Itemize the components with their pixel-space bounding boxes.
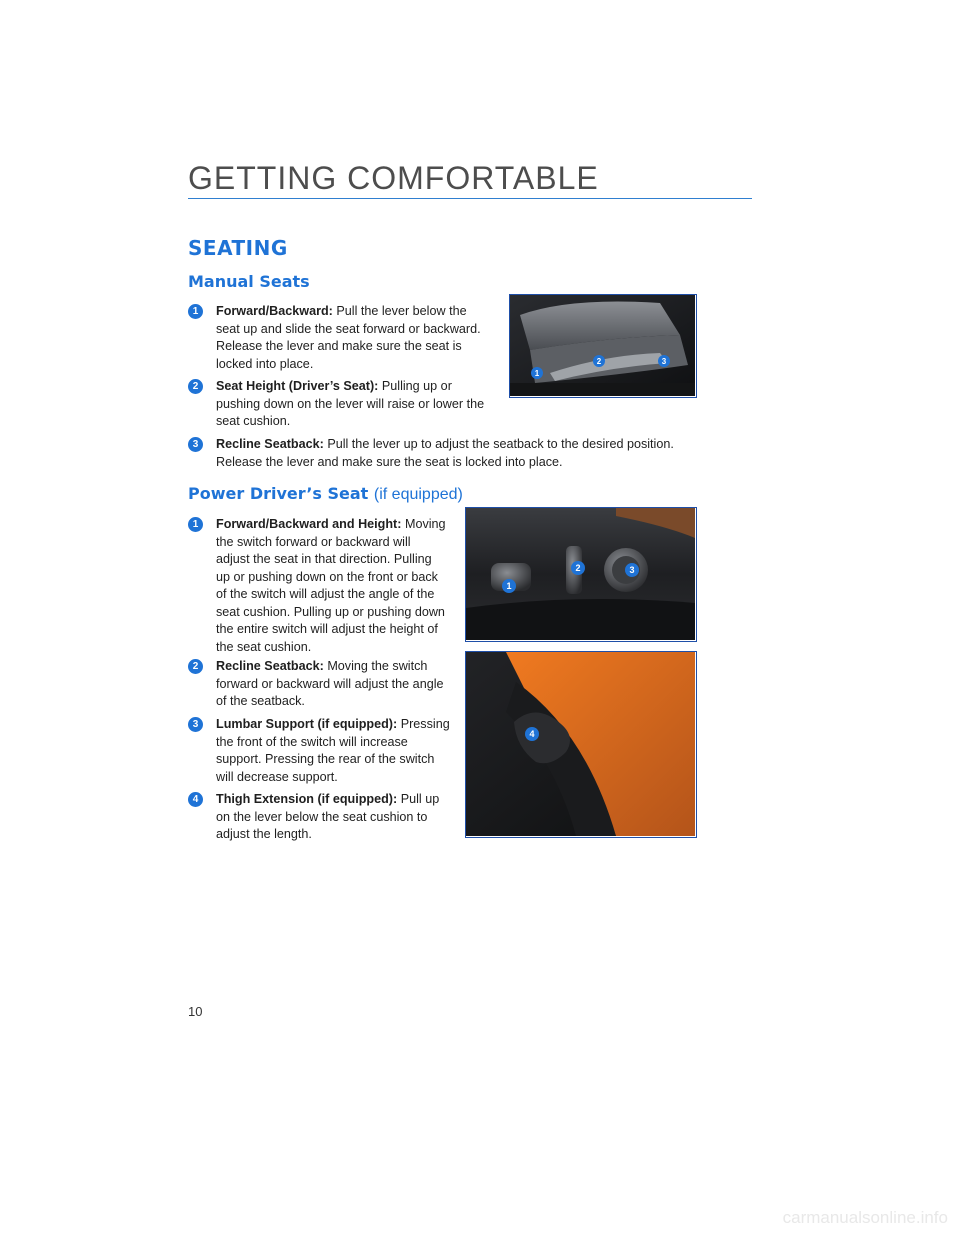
item-text-line: will decrease support. — [216, 769, 338, 784]
item-text-line: seat cushion. Pulling up or pushing down — [216, 604, 445, 619]
item-label: Recline Seatback: — [216, 437, 324, 451]
item-text-line: locked into place. — [216, 356, 314, 371]
item-text-line: the front of the switch will increase — [216, 734, 408, 749]
item-number-badge: 1 — [188, 304, 203, 319]
item-label: Forward/Backward: — [216, 304, 333, 318]
item-text-line: pushing down on the lever will raise or lower the — [216, 396, 485, 411]
manual-item-recline — [188, 436, 728, 471]
manual-item-forward-backward — [188, 303, 498, 373]
manual-item-seat-height — [188, 378, 498, 431]
power-seat-title: Power Driver’s Seat — [188, 484, 369, 503]
item-text-line: Pull the lever up to adjust the seatback to the desired position. — [327, 437, 674, 451]
manual-seats-heading: Manual Seats — [188, 272, 310, 291]
watermark: carmanualsonline.info — [782, 1208, 948, 1227]
item-number-badge: 1 — [188, 517, 203, 532]
power-seat-title-suffix: (if equipped) — [373, 486, 463, 503]
item-text-line: seat cushion. — [216, 414, 291, 428]
manual-seat-photo — [509, 294, 697, 398]
item-text-line: the seat cushion. — [216, 639, 312, 654]
section-title: SEATING — [188, 236, 288, 260]
item-label: Thigh Extension (if equipped): — [216, 792, 398, 806]
item-text-line: support. Pressing the rear of the switch — [216, 752, 435, 766]
photo-marker: 4 — [529, 729, 535, 739]
item-text-line: Pull up — [400, 792, 440, 806]
photo-marker: 2 — [596, 357, 602, 366]
power-item-forward-backward-height — [188, 516, 458, 656]
power-seat-switch-photo — [465, 507, 697, 642]
item-text-line: seat up and slide the seat forward or backward. — [216, 321, 481, 336]
photo-marker: 2 — [575, 563, 581, 573]
item-number-badge: 3 — [188, 717, 203, 732]
page-number: 10 — [188, 1004, 203, 1019]
item-text-line: adjust the length. — [216, 827, 312, 841]
power-item-lumbar — [188, 716, 458, 786]
item-text-line: Pressing — [400, 717, 450, 731]
thigh-extension-photo — [465, 651, 697, 838]
item-label: Recline Seatback: — [216, 659, 324, 673]
header-divider — [188, 198, 752, 199]
item-text-line: the switch forward or backward will — [216, 534, 411, 549]
photo-marker: 1 — [506, 581, 512, 591]
item-label: Seat Height (Driver’s Seat): — [216, 379, 379, 393]
item-text-line: adjust the seat in that direction. Pulling — [216, 552, 432, 566]
item-label: Forward/Backward and Height: — [216, 517, 402, 531]
item-number-badge: 3 — [188, 437, 203, 452]
item-number-badge: 2 — [188, 659, 203, 674]
item-text-line: forward or backward will adjust the angle — [216, 676, 444, 691]
item-text-line: up or pushing down on the front or back — [216, 569, 438, 584]
item-text-line: Moving — [404, 517, 446, 531]
photo-marker: 3 — [661, 357, 667, 366]
item-text-line: Moving the switch — [327, 659, 428, 673]
item-label: Lumbar Support (if equipped): — [216, 717, 398, 731]
item-text-line: of the seatback. — [216, 694, 305, 708]
page-header-title: GETTING COMFORTABLE — [188, 160, 599, 196]
item-number-badge: 2 — [188, 379, 203, 394]
power-seat-heading — [188, 484, 463, 504]
photo-marker: 1 — [534, 369, 540, 378]
item-number-badge: 4 — [188, 792, 203, 807]
item-text-line: Release the lever and make sure the seat is — [216, 339, 462, 353]
power-item-recline — [188, 658, 458, 711]
item-text-line: Pulling up or — [381, 379, 452, 393]
item-text-line: Pull the lever below the — [336, 304, 467, 318]
item-text-line: on the lever below the seat cushion to — [216, 809, 428, 824]
photo-marker: 3 — [629, 565, 635, 575]
item-text-line: of the switch will adjust the angle of the — [216, 587, 435, 601]
item-text-line: the entire switch will adjust the height of — [216, 622, 438, 636]
item-text-line: Release the lever and make sure the seat is locked into place. — [216, 454, 563, 469]
power-item-thigh-extension — [188, 791, 458, 844]
